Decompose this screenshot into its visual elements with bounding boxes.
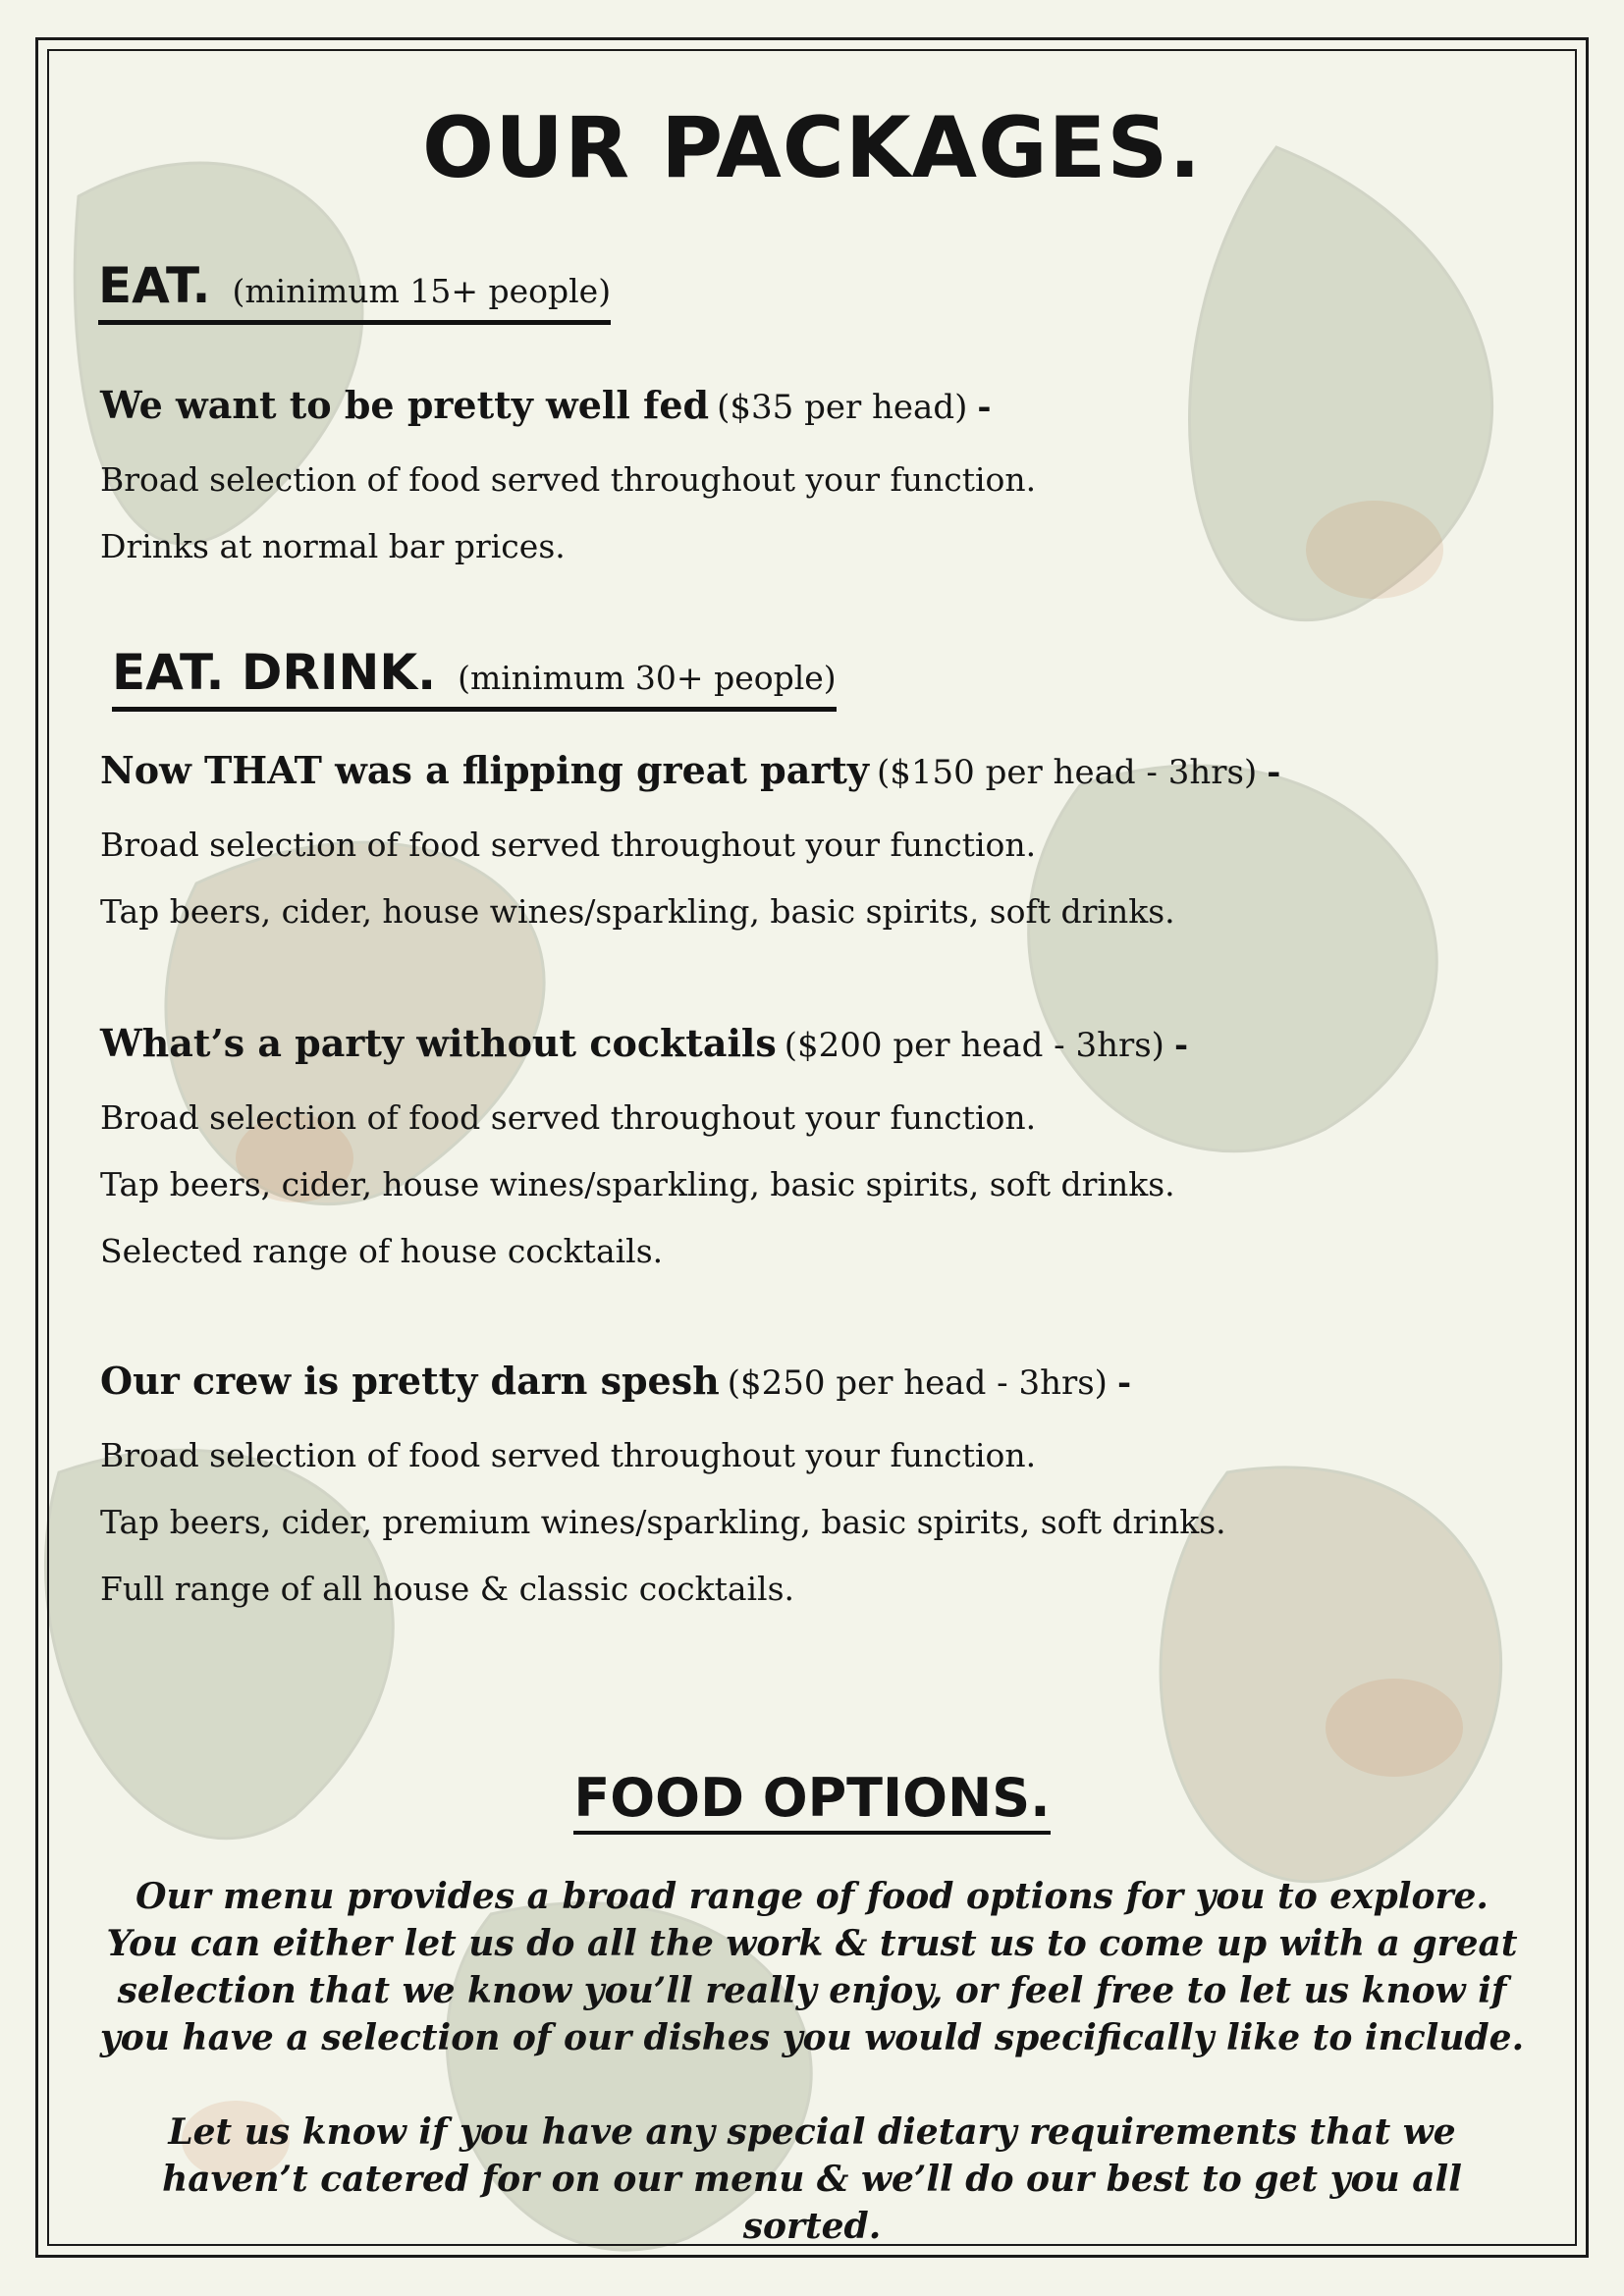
package-name: What’s a party without cocktails <box>100 1021 777 1065</box>
package-description-line: Broad selection of food served throughout your function. <box>100 1098 1037 1137</box>
package-description-line: Selected range of house cocktails. <box>100 1232 664 1270</box>
package-heading <box>100 1359 1132 1403</box>
package-description-line: Full range of all house & classic cocktails. <box>100 1570 795 1608</box>
food-options-paragraph: Our menu provides a broad range of food options for you to explore. You can either let us do all the work & trust us to come up with a great selection that we know you’ll really enjoy, or feel free to let us know if you have a selection of our dishes you would specifically like to include. <box>99 1876 1525 2058</box>
package-heading <box>100 383 992 427</box>
package-name: Now THAT was a flipping great party <box>100 748 870 792</box>
package-description-line: Broad selection of food served throughout your function. <box>100 826 1037 864</box>
package-price: ($150 per head - 3hrs) <box>877 753 1258 792</box>
section-title: EAT. DRINK. <box>112 644 437 701</box>
package-dash: - <box>1173 1026 1189 1065</box>
package-description-line: Drinks at normal bar prices. <box>100 527 566 565</box>
package-price: ($200 per head - 3hrs) <box>784 1026 1164 1065</box>
page-title: OUR PACKAGES. <box>421 99 1203 197</box>
section-minimum-note: (minimum 15+ people) <box>232 272 612 310</box>
package-description-line: Tap beers, cider, house wines/sparkling, basic spirits, soft drinks. <box>100 1165 1175 1203</box>
food-options-title: FOOD OPTIONS. <box>573 1767 1050 1835</box>
section-heading-eat <box>98 257 611 325</box>
section-title: EAT. <box>98 257 211 314</box>
package-heading <box>100 748 1281 792</box>
package-name: Our crew is pretty darn spesh <box>100 1359 720 1403</box>
package-name: We want to be pretty well fed <box>100 383 710 427</box>
dietary-requirements-paragraph: Let us know if you have any special dietary requirements that we haven’t catered for on our menu & we’ll do our best to get you all sorted. <box>162 2111 1462 2247</box>
package-description-line: Tap beers, cider, premium wines/sparkling, basic spirits, soft drinks. <box>100 1503 1226 1541</box>
package-dash: - <box>1267 753 1281 792</box>
section-minimum-note: (minimum 30+ people) <box>458 659 837 697</box>
package-description-line: Tap beers, cider, house wines/sparkling, basic spirits, soft drinks. <box>100 892 1175 931</box>
package-price: ($250 per head - 3hrs) <box>727 1363 1108 1403</box>
package-price: ($35 per head) <box>717 388 968 427</box>
section-heading-eat-drink <box>112 644 837 712</box>
package-heading <box>100 1021 1189 1065</box>
food-options-heading <box>0 1767 1624 1829</box>
package-dash: - <box>1116 1363 1132 1403</box>
package-dash: - <box>977 388 992 427</box>
package-description-line: Broad selection of food served throughout your function. <box>100 460 1037 499</box>
package-description-line: Broad selection of food served throughout your function. <box>100 1436 1037 1474</box>
